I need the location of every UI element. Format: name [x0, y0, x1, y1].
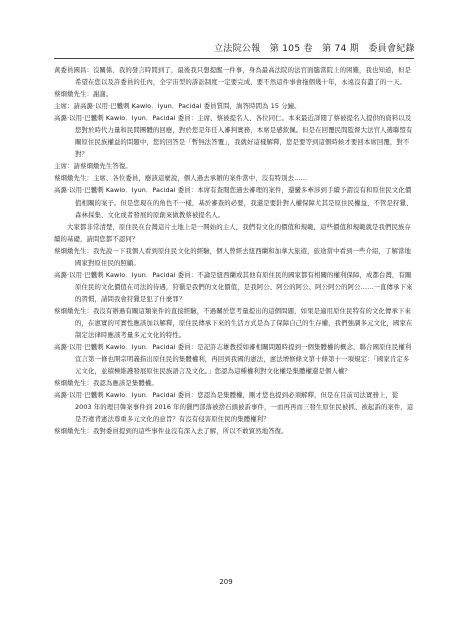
transcript-paragraph: 蔡烱燉先生：我沒有辦過有關這類案件的直接經驗，不過關於您考量提出的這個問題，如果是適用原住民特有的文化傳承下來的，在憲實的可實性應該加以解釋，原住民傳承下來的生活方式是為了保障自己的生存權，我們強調多元文化，國家在制定法律時應該考量多元文化的特性。	[54, 306, 413, 340]
header-rule	[54, 58, 414, 59]
page-number: 209	[219, 578, 233, 586]
transcript-paragraph: 大家都非常清楚，原住民在台灣這片土地上是一開始的主人，我們有文化的價值和規範，這些價值和規範就是我們民族存續的基礎，請問您都不認同？	[54, 222, 412, 243]
transcript-paragraph: 高潞‧以用‧巴魕剌 Kawlo．Iyun．Pacidal 委員：是記許志雄教授如審相關問題時提到一個集體權的概念，聯合國原住民權利宣言第一條也開宗明義指出原住民的集體權利，再回到我國的憲法，憲法增修條文第十條第十一項規定：「國家肯定多元文化，並積極維護發展原住民族語言及文化。」您認為這種權利對文化權是集體權還是個人權？	[54, 343, 412, 376]
transcript-paragraph: 主席：請蔡烱燉先生答復。	[54, 162, 132, 171]
transcript-paragraph: 高潞‧以用‧巴魕剌 Kawlo．Iyun．Pacidal 委員：主席、蔡被提名人、各位同仁。本來最近詳閱了蔡被提名人提供的資料以及您對於時代力量和民間團體的回應，對於您是年任入審判實務，本席是感欽佩。但是在回覆民間監督大法官人選聯盟有關原住民族權益的問題中，您的回答是「暫無法答覆」，我就好這樣解釋，您是要等到這個時候才要回本席回覆，對不對？	[54, 114, 413, 159]
transcript-paragraph: 蔡烱燉先生：主席、各位委員，應該這麼說，個人過去承辦的案件當中，沒有特別去……	[54, 174, 308, 183]
transcript-paragraph: 蔡烱燉先生：我對委員提到的這些事件並沒有深入去了解，所以不敢貿然地答復。	[54, 427, 288, 436]
running-header: 立法院公報 第 105 卷 第 74 期 委員會紀錄	[214, 44, 415, 54]
transcript-paragraph: 黃委員國昌：沒關係，我的發言時間到了，最後我只想提醒一件事，身為最高法院的法官面臨當院上的困難，我也知道，但是希望在您以及許委員的任內，全宇宙型的訴訟制度一定要完成，要不然這件事會拖個幾十年，永遠沒有盡了的一天。	[54, 66, 411, 87]
transcript-paragraph: 蔡烱燉先生：我認為應該是集體權。	[54, 379, 158, 388]
transcript-paragraph: 主席：請高潞‧以用‧巴魕剌 Kawlo．Iyun．Pacidal 委員質問，詢答時間為 15 分鐘。	[54, 102, 301, 111]
transcript-paragraph: 蔡烱燉先生：我先說一下我個人看到原住民文化的經驗，個人曾經去紐西蘭和加拿大旅遊，旅途當中看到一些介紹，了解當地國家對原住民的照顧。	[54, 246, 411, 267]
transcript-paragraph: 高潞‧以用‧巴魕剌 Kawlo．Iyun．Pacidal 委員：本席有查閱您過去審理的案件，還蠻多牽涉到手續予謂沒有和原住民文化價值相關的案子。但是您現在的角色不一樣，基於審查的必要，我還是要針對人權保障尤其是原住民權益，不管是狩獵、森林採集、文化或者發展的原創來做教蔡被提名人。	[54, 186, 413, 219]
transcript-paragraph: 高潞‧以用‧巴魕剌 Kawlo．Iyun．Pacidal 委員：不論是紐西蘭或其他有原住民的國家都有相關的權利保障，成都台灣，有關原住民的文化價值在司法的待遇，狩獵是我們的文化價值，是我阿公、阿公的阿公、阿公阿公的阿公……一直傳承下來的習慣，請問我會狩獵是犯了什麼罪？	[54, 270, 413, 303]
transcript-paragraph: 蔡烱燉先生：謝謝。	[54, 90, 113, 99]
transcript-paragraph: 高潞‧以用‧巴魕剌 Kawlo．Iyun．Pacidal 委員：您認為是集體權，剛才您也提到必須解釋，但是在目前司法實務上，從 2003 年的理目韓案事件到 2016 年的獵門部落被捨石頭被訴事件，一而再再而三發生原住民被抓、被起訴的案件，這是否違背憲法尊重多元文化的意旨？有沒有侵害原住民的集體權利？	[54, 391, 414, 424]
transcript-body	[54, 64, 414, 437]
